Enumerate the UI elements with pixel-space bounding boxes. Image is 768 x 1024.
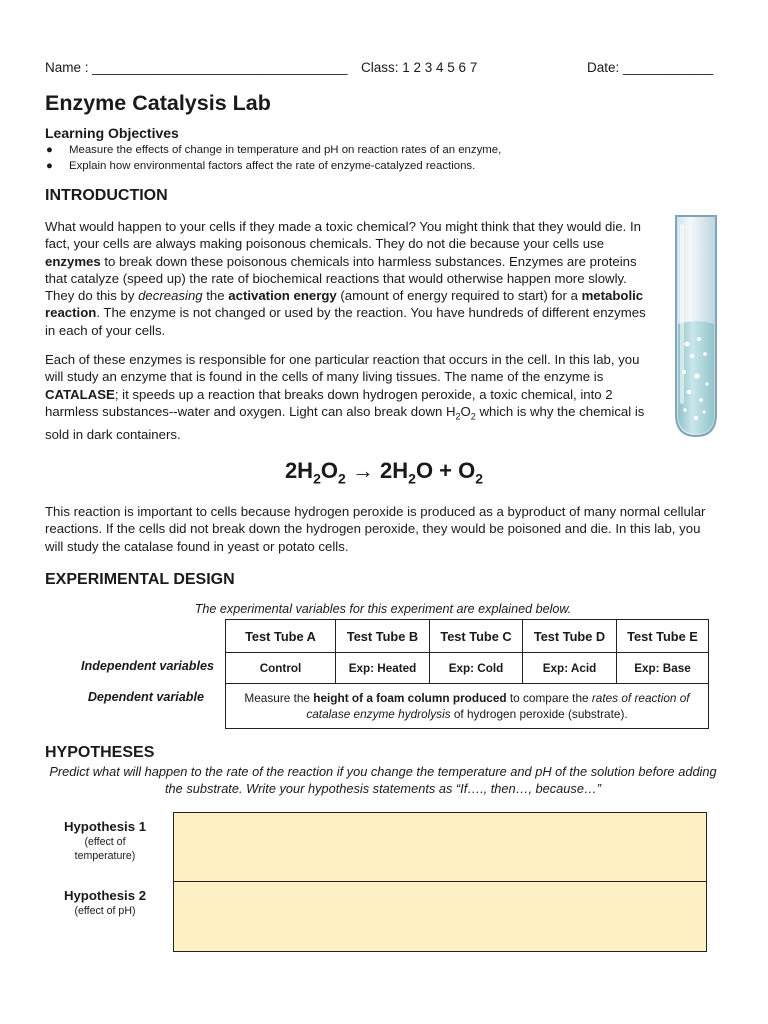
hypotheses-prompt: Predict what will happen to the rate of the reaction if you change the temperature and pH of the solution before adding the substrate. Write your hypothesis statements as “If…., then…, because…” [49, 764, 717, 797]
dependent-cell [226, 684, 709, 729]
hypothesis-subtitle: (effect of pH) [74, 905, 136, 917]
text-run: of hydrogen peroxide (substrate). [450, 707, 628, 721]
table-row [226, 653, 709, 684]
test-tube-icon [672, 214, 720, 440]
hypothesis-1-answer-box[interactable] [173, 812, 707, 882]
table-row [226, 620, 709, 653]
text-run: to compare the [506, 691, 592, 705]
design-heading: EXPERIMENTAL DESIGN [45, 571, 235, 588]
class-period-label: Class: 1 2 3 4 5 6 7 [361, 60, 478, 75]
hypothesis-subtitle: (effect of temperature) [74, 836, 136, 862]
objectives-list [45, 142, 725, 174]
tube-header: Test Tube D [523, 620, 617, 653]
independent-cell: Exp: Acid [523, 653, 617, 684]
term-catalase: CATALASE [45, 386, 115, 402]
term-decreasing: decreasing [138, 288, 203, 304]
table-row [226, 684, 709, 729]
tube-header: Test Tube C [430, 620, 523, 653]
text-run: Measure the [244, 691, 314, 705]
text-run: rates of reaction of catalase enzyme hydrolysis [306, 691, 690, 721]
page-title: Enzyme Catalysis Lab [45, 91, 271, 115]
hypothesis-1-label [45, 818, 165, 863]
intro-paragraph-1 [45, 218, 657, 339]
objective-text: Explain how environmental factors affect the rate of enzyme-catalyzed reactions. [69, 160, 476, 172]
intro-paragraph-2 [45, 351, 651, 443]
reaction-equation [0, 455, 768, 494]
hypothesis-title: Hypothesis 1 [63, 819, 147, 834]
variables-table [225, 619, 709, 729]
tube-header: Test Tube B [336, 620, 430, 653]
independent-cell: Control [226, 653, 336, 684]
subscript: 2 [470, 411, 476, 422]
equation-term: 2H [380, 458, 409, 483]
subscript: 2 [455, 411, 461, 422]
subscript: 2 [313, 470, 321, 487]
hypothesis-title: Hypothesis 2 [63, 888, 147, 903]
equation-term: 2H [284, 458, 314, 483]
term-metabolic-reaction: metabolic reaction [45, 288, 644, 321]
text-run: (amount of energy required to start) for a [336, 288, 582, 304]
subscript: 2 [408, 470, 416, 487]
objective-text: Measure the effects of change in temperature and pH on reaction rates of an enzyme, [69, 144, 502, 156]
bullet-icon: ● [46, 160, 53, 172]
independent-cell: Exp: Cold [430, 653, 523, 684]
plus-sign: + [433, 458, 459, 483]
objectives-heading: Learning Objectives [45, 125, 179, 141]
tube-header: Test Tube A [226, 620, 336, 653]
tube-header: Test Tube E [617, 620, 709, 653]
text-run: . The enzyme is not changed or used by the reaction. You have hundreds of different enzymes in each of your cells. [45, 305, 646, 338]
hypothesis-2-answer-box[interactable] [173, 881, 707, 952]
date-field-label: Date: ____________ [587, 60, 714, 75]
independent-cell: Exp: Heated [336, 653, 430, 684]
text-run: What would happen to your cells if they made a toxic chemical? You might think that they would die. In fact, your cells are always making poisonous chemicals. They do not die because your cells use [45, 219, 641, 252]
dependent-variable-label: Dependent variable [87, 690, 204, 704]
text-run: to break down these poisonous chemicals into harmless substances. Enzymes are proteins that catalyze (speed up) the rate of biochemical reactions that would otherwise happen more slowly. They do this by [45, 253, 637, 304]
arrow-icon: → [345, 458, 381, 483]
name-field-label: Name : __________________________________ [45, 60, 348, 75]
independent-cell: Exp: Base [617, 653, 709, 684]
text-run: the [202, 288, 229, 304]
text-run: O [460, 403, 471, 419]
text-run: which is why the chemical is sold in dark containers. [45, 403, 645, 442]
term-enzymes: enzymes [45, 253, 101, 269]
introduction-heading: INTRODUCTION [45, 187, 168, 204]
list-item [45, 158, 725, 174]
equation-term: O [415, 458, 434, 483]
subscript: 2 [475, 470, 484, 487]
design-caption: The experimental variables for this experiment are explained below. [194, 602, 572, 616]
text-run: ; it speeds up a reaction that breaks down hydrogen peroxide, a toxic chemical, into 2 harmless substances--water and oxygen. Light can also break down H [45, 386, 613, 419]
hypothesis-2-label [45, 887, 165, 918]
bullet-icon: ● [46, 144, 53, 156]
list-item [45, 142, 725, 158]
subscript: 2 [337, 470, 346, 487]
equation-term: O [320, 458, 338, 483]
term-activation-energy: activation energy [228, 288, 337, 304]
hypotheses-heading: HYPOTHESES [45, 744, 155, 761]
intro-paragraph-3: This reaction is important to cells because hydrogen peroxide is produced as a byproduct of many normal cellular reactions. If the cells did not break down the hydrogen peroxide, they would be poisoned and die. In this lab, you will study the catalase found in yeast or potato cells. [45, 504, 706, 554]
equation-term: O [458, 458, 476, 483]
independent-variables-label: Independent variables [81, 659, 214, 673]
text-run: height of a foam column produced [313, 691, 507, 705]
text-run: Each of these enzymes is responsible for one particular reaction that occurs in the cell. In this lab, you will study an enzyme that is found in the cells of many living tissues. The name of the enzyme is [45, 352, 640, 385]
